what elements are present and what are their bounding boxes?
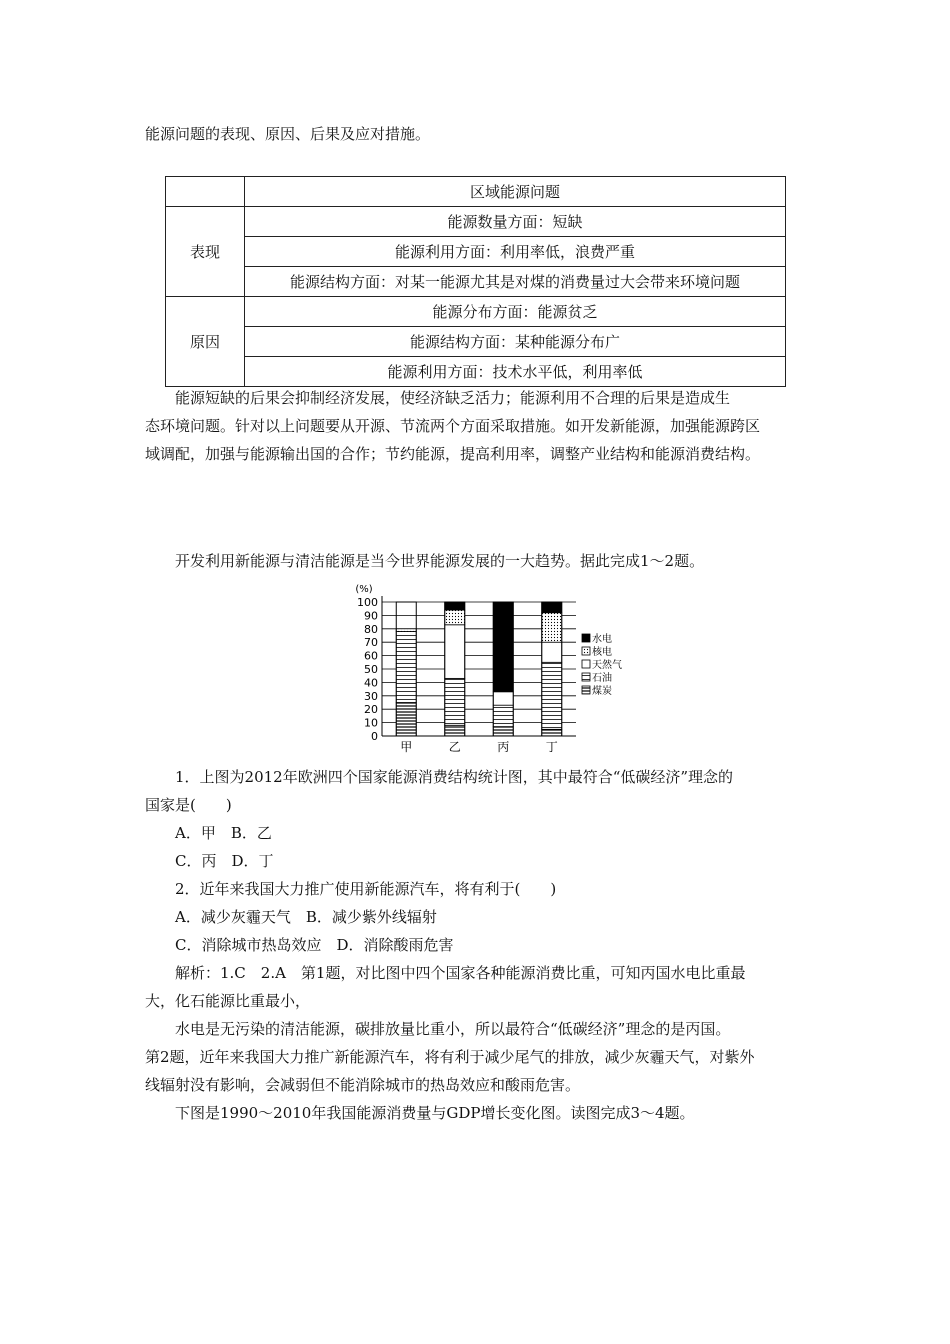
paragraph-line: 域调配，加强与能源输出国的合作；节约能源，提高利用率，调整产业结构和能源消费结构。 [145, 445, 761, 463]
final-intro: 下图是1990～2010年我国能源消费量与GDP增长变化图。读图完成3～4题。 [175, 1104, 695, 1122]
x-tick-label: 丙 [497, 740, 510, 754]
table-header-row [166, 177, 786, 207]
y-tick-label: 100 [357, 596, 378, 609]
bar-segment [542, 602, 562, 613]
bar-segment [445, 678, 465, 725]
legend-swatch [582, 634, 590, 642]
question-line: 2．近年来我国大力推广使用新能源汽车，将有利于( ) [175, 880, 557, 898]
option-line: A．甲 B．乙 [175, 824, 272, 842]
bar-segment [445, 610, 465, 625]
energy-structure-chart [340, 582, 640, 757]
intro-text: 能源问题的表现、原因、后果及应对措施。 [145, 125, 431, 143]
energy-problem-table [165, 176, 786, 387]
legend-swatch [582, 673, 590, 681]
y-tick-label: 80 [364, 622, 378, 636]
bar-segment [445, 725, 465, 736]
bar-segment [542, 642, 562, 662]
option-line: C．消除城市热岛效应 D．消除酸雨危害 [175, 936, 454, 954]
legend-label: 煤炭 [592, 686, 612, 697]
bar-segment [396, 629, 416, 632]
y-axis-label: (%) [355, 584, 373, 595]
paragraph-line: 能源短缺的后果会抑制经济发展，使经济缺乏活力；能源利用不合理的后果是造成生 [175, 389, 731, 407]
option-line: A．减少灰霾天气 B．减少紫外线辐射 [175, 908, 437, 926]
table-cell: 能源利用方面：利用率低，浪费严重 [245, 237, 786, 267]
legend-swatch [582, 686, 590, 694]
y-tick-label: 20 [364, 703, 378, 717]
legend-swatch [582, 647, 590, 655]
bar-segment [396, 703, 416, 737]
question-intro: 开发利用新能源与清洁能源是当今世界能源发展的一大趋势。据此完成1～2题。 [175, 552, 705, 570]
group-label: 表现 [166, 207, 245, 297]
legend-swatch [582, 660, 590, 668]
bar-segment [542, 729, 562, 736]
table-row [166, 237, 786, 267]
bar-segment [445, 625, 465, 679]
table-cell: 能源数量方面：短缺 [245, 207, 786, 237]
analysis-line: 线辐射没有影响，会减弱但不能消除城市的热岛效应和酸雨危害。 [145, 1076, 581, 1094]
bar-segment [493, 602, 513, 692]
legend-label: 核电 [592, 647, 612, 658]
legend-label: 水电 [592, 634, 612, 645]
analysis-line: 解析：1.C 2.A 第1题，对比图中四个国家各种能源消费比重，可知丙国水电比重最 [175, 964, 746, 982]
bar-segment [445, 602, 465, 610]
group-label: 原因 [166, 297, 245, 387]
x-tick-label: 丁 [545, 740, 558, 754]
y-tick-label: 90 [364, 609, 378, 623]
table-row [166, 297, 786, 327]
analysis-line: 第2题，近年来我国大力推广新能源汽车，将有利于减少尾气的排放，减少灰霾天气，对紫外 [145, 1048, 755, 1066]
table-row [166, 327, 786, 357]
y-tick-label: 40 [364, 676, 378, 690]
bar-segment [396, 631, 416, 702]
question-line: 1．上图为2012年欧洲四个国家能源消费结构统计图，其中最符合“低碳经济”理念的 [175, 768, 734, 786]
table-header: 区域能源问题 [245, 177, 786, 207]
y-tick-label: 0 [371, 730, 378, 743]
bar-segment [493, 727, 513, 736]
analysis-line: 水电是无污染的清洁能源，碳排放量比重小，所以最符合“低碳经济”理念的是丙国。 [175, 1020, 731, 1038]
bar-segment [493, 692, 513, 705]
y-tick-label: 60 [364, 649, 378, 663]
bar-segment [542, 662, 562, 729]
x-tick-label: 甲 [400, 740, 413, 754]
table-cell: 能源分布方面：能源贫乏 [245, 297, 786, 327]
bar-segment [493, 705, 513, 726]
question-line: 国家是( ) [145, 796, 232, 814]
y-tick-label: 50 [364, 663, 378, 676]
paragraph-line: 态环境问题。针对以上问题要从开源、节流两个方面采取措施。如开发新能源，加强能源跨区 [145, 417, 761, 435]
table-corner-cell [166, 177, 245, 207]
y-tick-label: 30 [364, 689, 378, 703]
legend-label: 石油 [592, 673, 612, 684]
option-line: C．丙 D．丁 [175, 852, 274, 870]
y-tick-label: 70 [364, 636, 378, 650]
table-cell: 能源利用方面：技术水平低，利用率低 [245, 357, 786, 387]
analysis-line: 大，化石能源比重最小， [145, 992, 311, 1010]
table-cell: 能源结构方面：对某一能源尤其是对煤的消费量过大会带来环境问题 [245, 267, 786, 297]
legend-label: 天然气 [592, 660, 622, 671]
x-tick-label: 乙 [448, 740, 461, 754]
table-row [166, 207, 786, 237]
y-tick-label: 10 [364, 716, 378, 730]
table-cell: 能源结构方面：某种能源分布广 [245, 327, 786, 357]
table-row [166, 357, 786, 387]
bar-segment [542, 613, 562, 642]
table-row [166, 267, 786, 297]
